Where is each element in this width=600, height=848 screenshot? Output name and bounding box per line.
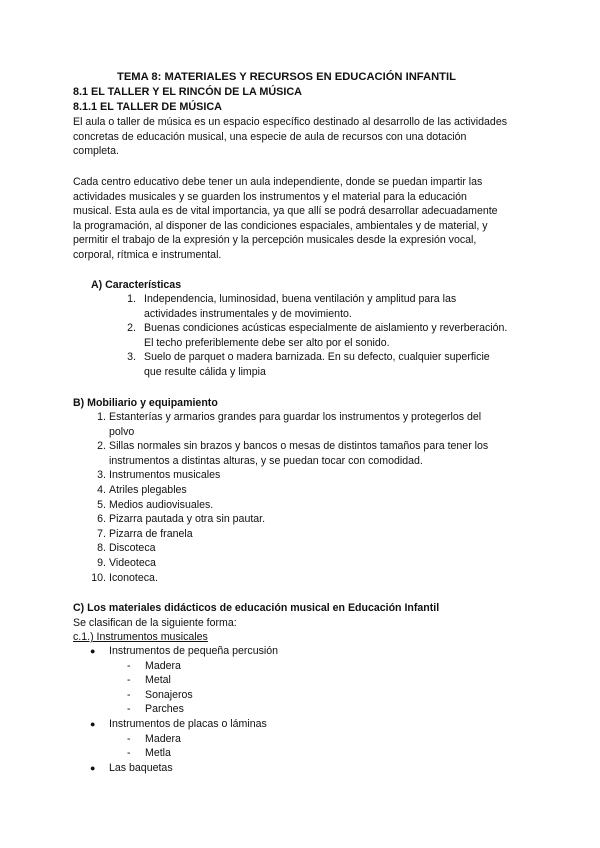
list-item-text: Iconoteca.	[109, 571, 158, 584]
list-item-text: actividades instrumentales y de movimiento.	[144, 307, 352, 320]
bullet-icon: ●	[90, 762, 96, 773]
document-title: TEMA 8: MATERIALES Y RECURSOS EN EDUCACIÓN INFANTIL	[117, 71, 456, 83]
bullet-item-text: Instrumentos de placas o láminas	[109, 718, 267, 730]
bullet-item-text: Instrumentos de pequeña percusión	[109, 645, 279, 657]
section-c-heading: C) Los materiales didácticos de educación musical en Educación Infantil	[73, 602, 440, 614]
intro-line: El aula o taller de música es un espacio específico destinado al desarrollo de las actividades	[73, 116, 508, 128]
list-item-text: Instrumentos musicales	[109, 469, 221, 482]
paragraph-line: corporal, rítmica e instrumental.	[73, 249, 222, 261]
section-heading: 8.1 EL TALLER Y EL RINCÓN DE LA MÚSICA	[73, 86, 302, 98]
list-item-text: Independencia, luminosidad, buena ventilación y amplitud para las	[144, 293, 457, 305]
list-number: 6.	[97, 513, 106, 526]
list-item-text: polvo	[109, 425, 135, 438]
section-a-heading: A) Características	[91, 279, 182, 291]
paragraph-line: Cada centro educativo debe tener un aula independiente, donde se puedan impartir las	[73, 176, 483, 188]
list-number: 4.	[97, 484, 106, 496]
dash-icon: -	[127, 688, 131, 701]
dash-icon: -	[127, 659, 131, 672]
list-item-text: Medios audiovisuales.	[109, 498, 214, 511]
dash-icon: -	[127, 747, 131, 760]
sub-item-text: Sonajeros	[145, 688, 193, 701]
sub-item-text: Madera	[145, 732, 181, 745]
list-item-text: instrumentos a distintas alturas, y se puedan tocar con comodidad.	[109, 454, 423, 467]
list-item-text: Discoteca	[109, 542, 156, 555]
paragraph-line: la programación, al disponer de las condiciones espaciales, ambientales y de material, y	[73, 219, 488, 232]
list-item-text: Sillas normales sin brazos y bancos o mesas de distintos tamaños para tener los	[109, 440, 489, 453]
intro-line: completa.	[73, 145, 119, 158]
subsection-heading: 8.1.1 EL TALLER DE MÚSICA	[73, 101, 222, 113]
subsection-c1-heading: c.1.) Instrumentos musicales	[73, 631, 208, 643]
sub-item-text: Madera	[145, 659, 181, 672]
list-number: 2.	[127, 322, 136, 335]
list-number: 3.	[97, 469, 106, 482]
section-b-heading: B) Mobiliario y equipamiento	[73, 397, 218, 409]
sub-item-text: Metal	[145, 674, 171, 687]
bullet-item-text: Las baquetas	[109, 761, 173, 774]
dash-icon: -	[127, 732, 131, 745]
sub-item-text: Metla	[145, 747, 171, 760]
list-number: 5.	[97, 498, 106, 511]
list-item-text: Buenas condiciones acústicas especialmente de aislamiento y reverberación.	[144, 322, 508, 335]
list-number: 10.	[91, 571, 106, 584]
list-number: 1.	[127, 293, 136, 305]
dash-icon: -	[127, 674, 131, 687]
list-item-text: Atriles plegables	[109, 484, 187, 496]
sub-item-text: Parches	[145, 703, 184, 716]
bullet-icon: ●	[90, 646, 96, 656]
intro-line: concretas de educación musical, una especie de aula de recursos con una dotación	[73, 130, 467, 143]
list-number: 9.	[97, 557, 106, 569]
list-item-text: que resulte cálida y limpia	[144, 366, 266, 378]
paragraph-line: permitir el trabajo de la expresión y la percepción musicales desde la expresión vocal,	[73, 234, 477, 247]
section-c-intro: Se clasifican de la siguiente forma:	[73, 617, 237, 629]
paragraph-line: musical. Esta aula es de vital importancia, ya que allí se podrá desarrollar adecuadamente	[73, 205, 498, 218]
list-number: 8.	[97, 542, 106, 555]
list-item-text: Pizarra de franela	[109, 527, 193, 540]
list-item-text: Estanterías y armarios grandes para guardar los instrumentos y protegerlos del	[109, 411, 482, 423]
list-number: 1.	[97, 411, 106, 423]
bullet-icon: ●	[90, 719, 96, 729]
list-number: 2.	[97, 440, 106, 453]
dash-icon: -	[127, 703, 131, 716]
list-item-text: Pizarra pautada y otra sin pautar.	[109, 513, 266, 526]
paragraph-line: actividades musicales y se guarden los instrumentos y el material para la educación	[73, 190, 467, 203]
list-item-text: Videoteca	[109, 557, 156, 569]
list-number: 3.	[127, 351, 136, 364]
list-item-text: El techo preferiblemente debe ser alto por el sonido.	[144, 336, 390, 349]
list-number: 7.	[97, 527, 106, 540]
list-item-text: Suelo de parquet o madera barnizada. En su defecto, cualquier superficie	[144, 351, 490, 364]
